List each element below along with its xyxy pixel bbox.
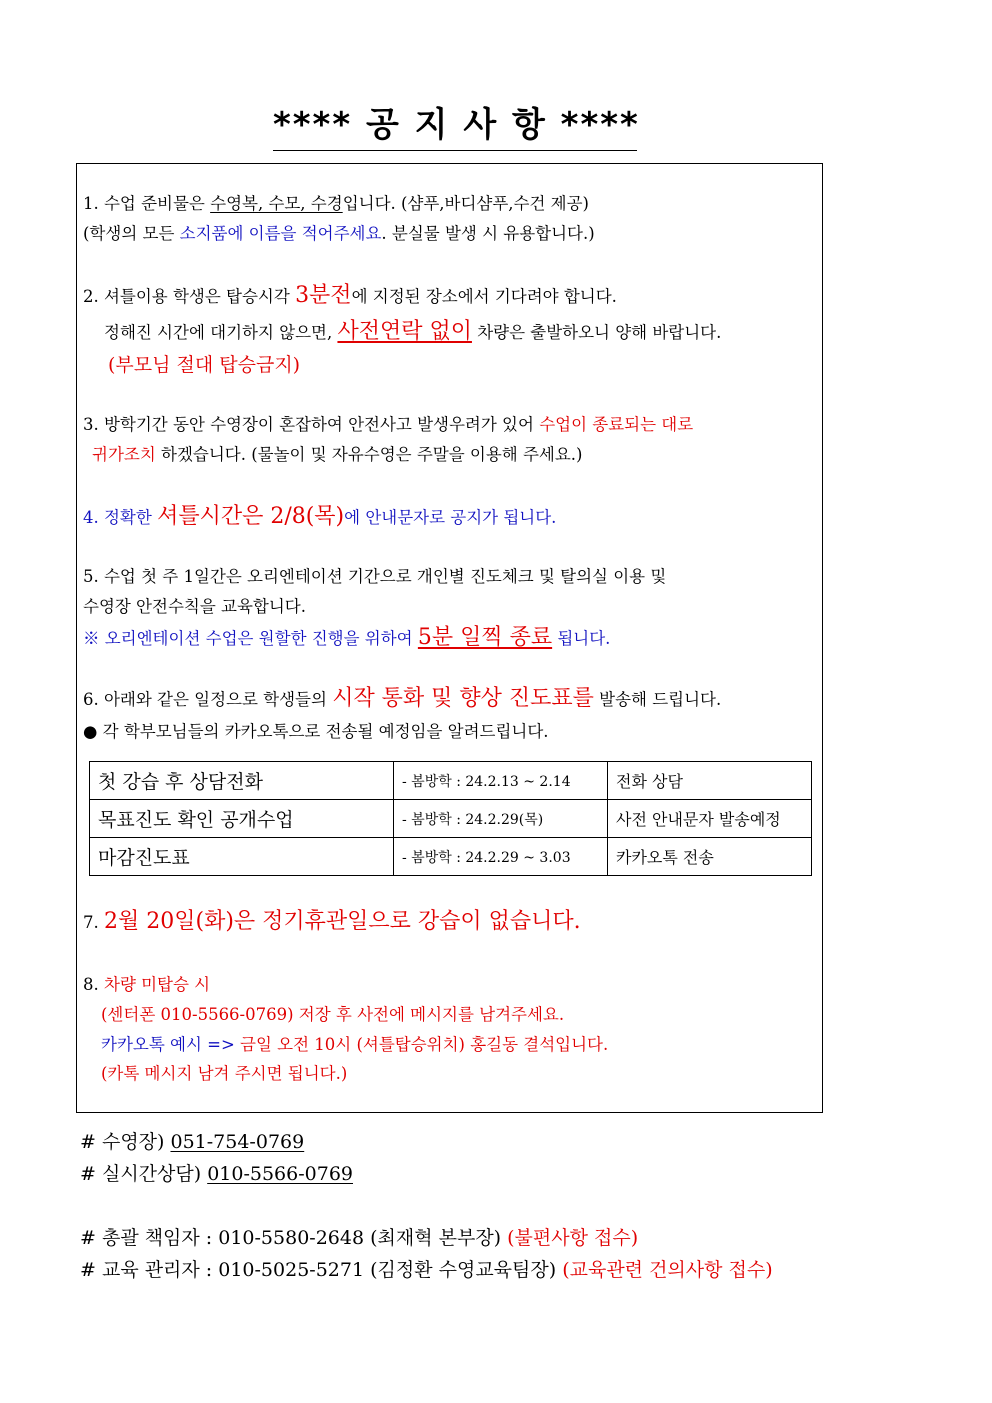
item5-line3-pre: ※ 오리엔테이션 수업은 원할한 진행을 위하여 bbox=[83, 629, 418, 648]
item5-line2: 수영장 안전수칙을 교육합니다. bbox=[83, 597, 306, 616]
table-row bbox=[90, 838, 812, 876]
contact-pool-phone[interactable]: 051-754-0769 bbox=[170, 1131, 305, 1153]
item2-three-min: 3분전 bbox=[295, 283, 352, 308]
item1-name-label-note: 소지품에 이름을 적어주세요 bbox=[179, 224, 382, 243]
item2-line1-post: 에 지정된 장소에서 기다려야 합니다. bbox=[351, 287, 617, 306]
item2-line2 bbox=[104, 321, 721, 344]
schedule-period: - 봄방학 : 24.2.29(목) bbox=[394, 800, 608, 838]
item5-line3-post: 됩니다. bbox=[552, 629, 611, 648]
schedule-name: 첫 강습 후 상담전화 bbox=[90, 762, 394, 800]
contact-pool bbox=[80, 1130, 304, 1154]
schedule-method: 사전 안내문자 발송예정 bbox=[608, 800, 812, 838]
item2-no-notice: 사전연락 없이 bbox=[337, 319, 472, 344]
contact-chief-text: # 총괄 책임자 : 010-5580-2648 (최재혁 본부장) bbox=[80, 1227, 508, 1249]
item6-line1-post: 발송해 드립니다. bbox=[593, 690, 722, 709]
item7-pre: 7. bbox=[83, 913, 104, 932]
item1-line1-post: 입니다. (샴푸,바디샴푸,수건 제공) bbox=[342, 194, 589, 213]
item5-early-finish: 5분 일찍 종료 bbox=[417, 625, 553, 650]
contact-edu-text: # 교육 관리자 : 010-5025-5271 (김정환 수영교육팀장) bbox=[80, 1259, 563, 1281]
item2-line1 bbox=[83, 285, 617, 308]
item1-line2-pre: (학생의 모든 bbox=[83, 224, 180, 243]
item2-line1-pre: 2. 셔틀이용 학생은 탑승시각 bbox=[83, 287, 296, 306]
item8-line2: (센터폰 010-5566-0769) 저장 후 사전에 메시지를 남겨주세요. bbox=[101, 1005, 565, 1024]
table-row bbox=[90, 762, 812, 800]
item8-no-boarding: 차량 미탑승 시 bbox=[104, 975, 211, 994]
contact-edu-note: (교육관련 건의사항 접수) bbox=[562, 1259, 773, 1281]
item8-example-message: 금일 오전 10시 (셔틀탑승위치) 홍길동 결석입니다. bbox=[240, 1035, 609, 1054]
item8-line3 bbox=[101, 1034, 608, 1056]
contact-edu bbox=[80, 1258, 773, 1282]
item5-line1: 5. 수업 첫 주 1일간은 오리엔테이션 기간으로 개인별 진도체크 및 탈의실 이용 및 bbox=[83, 567, 667, 586]
item8-kakao-example: 카카오톡 예시 => bbox=[101, 1035, 241, 1054]
item6-line1-pre: 6. 아래와 같은 일정으로 학생들의 bbox=[83, 690, 333, 709]
item1-line2 bbox=[83, 223, 595, 245]
item2-no-parents: (부모님 절대 탑승금지) bbox=[108, 354, 301, 376]
schedule-name: 마감진도표 bbox=[90, 838, 394, 876]
item3-line2-post: 하겠습니다. (물놀이 및 자유수영은 주말을 이용해 주세요.) bbox=[155, 445, 583, 464]
table-row bbox=[90, 800, 812, 838]
schedule-period: - 봄방학 : 24.2.29 ~ 3.03 bbox=[394, 838, 608, 876]
item4-pre: 4. 정확한 bbox=[83, 508, 158, 527]
contact-live bbox=[80, 1162, 353, 1186]
item3-line1-pre: 3. 방학기간 동안 수영장이 혼잡하여 안전사고 발생우려가 있어 bbox=[83, 415, 540, 434]
item4-line bbox=[83, 506, 556, 529]
contact-pool-label: # 수영장) bbox=[80, 1131, 171, 1153]
item6-progress-report: 시작 통화 및 향상 진도표를 bbox=[332, 686, 594, 711]
schedule-method: 전화 상담 bbox=[608, 762, 812, 800]
contact-live-phone[interactable]: 010-5566-0769 bbox=[207, 1163, 353, 1185]
item8-line1-pre: 8. bbox=[83, 975, 104, 994]
item1-line2-post: . 분실물 발생 시 유용합니다.) bbox=[381, 224, 595, 243]
schedule-period: - 봄방학 : 24.2.13 ~ 2.14 bbox=[394, 762, 608, 800]
item2-line2-post: 차량은 출발하오니 양해 바랍니다. bbox=[471, 323, 722, 342]
page-title: **** 공 지 사 항 **** bbox=[273, 97, 637, 151]
item3-go-home: 귀가조치 bbox=[92, 445, 156, 464]
contact-chief-note: (불편사항 접수) bbox=[507, 1227, 639, 1249]
item3-line2 bbox=[92, 444, 582, 466]
item1-line1-pre: 1. 수업 준비물은 bbox=[83, 194, 211, 213]
item4-post: 에 안내문자로 공지가 됩니다. bbox=[344, 508, 557, 527]
schedule-method: 카카오톡 전송 bbox=[608, 838, 812, 876]
schedule-name: 목표진도 확인 공개수업 bbox=[90, 800, 394, 838]
item7-line bbox=[83, 911, 581, 934]
contact-chief bbox=[80, 1226, 638, 1250]
item4-shuttle-time: 셔틀시간은 2/8(목) bbox=[157, 504, 345, 529]
item6-line1 bbox=[83, 688, 721, 711]
item8-line4: (카톡 메시지 남겨 주시면 됩니다.) bbox=[101, 1064, 348, 1083]
contact-live-label: # 실시간상담) bbox=[80, 1163, 208, 1185]
item1-line1 bbox=[83, 193, 589, 215]
item7-holiday: 2월 20일(화)은 정기휴관일으로 강습이 없습니다. bbox=[104, 909, 581, 934]
schedule-table bbox=[89, 761, 812, 876]
item3-when-finished: 수업이 종료되는 대로 bbox=[539, 415, 694, 434]
item5-line3 bbox=[83, 627, 610, 650]
item1-supplies: 수영복, 수모, 수경 bbox=[210, 194, 343, 213]
item8-line1 bbox=[83, 974, 210, 996]
item2-line2-pre: 정해진 시간에 대기하지 않으면, bbox=[104, 323, 338, 342]
item6-line2: ● 각 학부모님들의 카카오톡으로 전송될 예정임을 알려드립니다. bbox=[83, 722, 549, 741]
item3-line1 bbox=[83, 414, 693, 436]
